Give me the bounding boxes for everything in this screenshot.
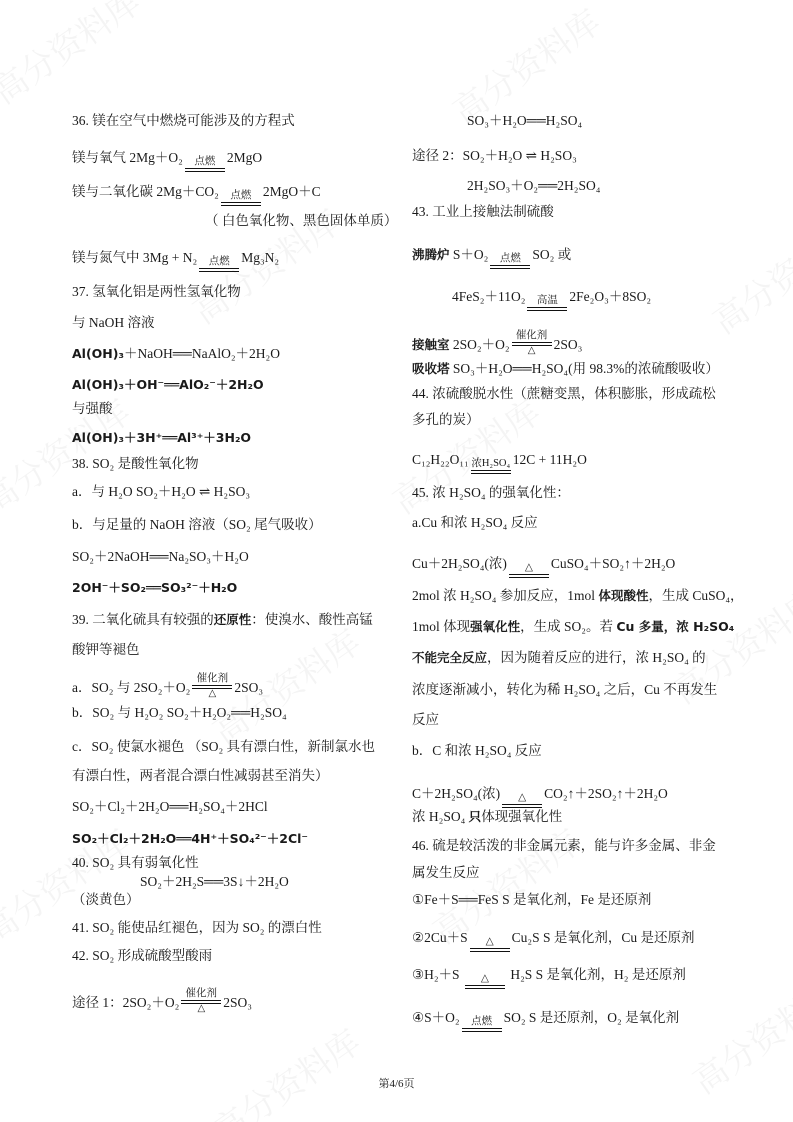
reaction-condition-arrow bbox=[502, 792, 542, 808]
left-text-line bbox=[72, 455, 199, 473]
text-segment: 45. 浓 H₂SO₄ 的强氧化性： bbox=[412, 485, 570, 500]
equals-arrow bbox=[509, 574, 549, 578]
text-segment: Cu＋2H₂SO₄(浓) bbox=[412, 556, 507, 571]
left-text-line bbox=[72, 854, 199, 872]
text-segment: SO₂＋2H₂S══3S↓＋2H₂O bbox=[140, 874, 289, 889]
text-segment: b．与足量的 NaOH 溶液（SO₂ 尾气吸收） bbox=[72, 517, 322, 532]
left-text-line bbox=[72, 611, 373, 629]
equals-arrow bbox=[471, 470, 511, 474]
text-segment: ④S＋O₂ bbox=[412, 1010, 460, 1025]
text-segment: 镁与二氧化碳 2Mg＋CO₂ bbox=[72, 184, 219, 199]
text-segment: 2mol 浓 H₂SO₄ 参加反应，1mol bbox=[412, 588, 599, 603]
text-segment: 44. 浓硫酸脱水性（蔗糖变黑，体积膨胀，形成疏松 bbox=[412, 386, 716, 401]
reaction-condition-arrow bbox=[509, 562, 549, 578]
left-text-line bbox=[72, 738, 375, 756]
left-text-line bbox=[72, 183, 321, 201]
reaction-condition-arrow bbox=[181, 988, 221, 1014]
right-text-line bbox=[412, 837, 716, 855]
right-text-line bbox=[412, 785, 668, 803]
text-segment: S＋O₂ bbox=[449, 247, 489, 262]
text-segment: b．SO₂ 与 H₂O₂ SO₂＋H₂O₂══H₂SO₄ bbox=[72, 705, 287, 720]
left-text-line bbox=[140, 873, 289, 891]
text-segment: Cu₂S S 是氧化剂，Cu 是还原剂 bbox=[511, 930, 695, 945]
text-segment: C₁₂H₂₂O₁₁ bbox=[412, 452, 469, 467]
emphasis-text: 沸腾炉 bbox=[412, 247, 450, 262]
text-segment: Mg₃N₂ bbox=[241, 250, 280, 265]
reaction-condition-arrow bbox=[527, 295, 567, 311]
reaction-condition-arrow bbox=[465, 973, 505, 989]
emphasis-text: 体现酸性 bbox=[598, 588, 649, 603]
heat-symbol: △ bbox=[208, 688, 217, 699]
text-segment: 2H₂SO₃＋O₂══2H₂SO₄ bbox=[467, 178, 601, 193]
text-segment: 属发生反应 bbox=[412, 865, 480, 880]
reaction-condition-arrow bbox=[512, 330, 552, 356]
text-segment: 与 NaOH 溶液 bbox=[72, 315, 155, 330]
text-segment: 与强酸 bbox=[72, 401, 113, 416]
left-text-line bbox=[72, 579, 237, 597]
condition-label: 催化剂 bbox=[515, 330, 548, 341]
text-segment: ②2Cu＋S bbox=[412, 930, 468, 945]
emphasis-text: Al(OH)₃＋OH⁻══AlO₂⁻＋2H₂O bbox=[72, 377, 264, 392]
left-text-line bbox=[72, 483, 250, 501]
right-text-line bbox=[412, 864, 480, 882]
left-text-line bbox=[72, 400, 113, 418]
text-segment: 42. SO₂ 形成硫酸型酸雨 bbox=[72, 948, 213, 963]
text-segment: CO₂↑＋2SO₂↑＋2H₂O bbox=[544, 786, 668, 801]
text-segment: 镁与氮气中 3Mg + N₂ bbox=[72, 250, 198, 265]
emphasis-text: 强氧化性 bbox=[470, 619, 521, 634]
text-segment: 4FeS₂＋11O₂ bbox=[452, 289, 526, 304]
emphasis-text: SO₂＋Cl₂＋2H₂O══4H⁺＋SO₄²⁻＋2Cl⁻ bbox=[72, 831, 309, 846]
text-segment: SO₂ 或 bbox=[532, 247, 572, 262]
text-segment: 37. 氢氧化铝是两性氢氧化物 bbox=[72, 284, 241, 299]
left-text-line bbox=[72, 830, 308, 848]
reaction-condition-arrow bbox=[471, 458, 511, 474]
watermark-text bbox=[201, 1016, 368, 1122]
text-segment: （ 白色氧化物、黑色固体单质） bbox=[205, 213, 398, 228]
emphasis-text: 还原性 bbox=[213, 612, 252, 627]
heat-symbol: △ bbox=[197, 1003, 206, 1014]
right-text-line bbox=[412, 681, 717, 699]
text-segment: SO₃＋H₂O══H₂SO₄ bbox=[467, 113, 583, 128]
text-segment: SO₃＋H₂O══H₂SO₄(用 98.3%的浓硫酸吸收） bbox=[449, 361, 719, 376]
text-segment: 浓 H₂SO₄ bbox=[412, 809, 469, 824]
left-text-line bbox=[72, 947, 212, 965]
reaction-condition-arrow bbox=[490, 253, 530, 269]
text-segment: 2Fe₂O₃＋8SO₂ bbox=[569, 289, 652, 304]
condition-label: 点燃 bbox=[471, 1015, 493, 1027]
right-text-line bbox=[412, 385, 716, 403]
reaction-condition-arrow bbox=[221, 190, 261, 206]
text-segment: ，因为随着反应的进行，浓 H₂SO₄ 的 bbox=[487, 650, 706, 665]
text-segment: 1mol 体现 bbox=[412, 619, 471, 634]
condition-label: 点燃 bbox=[208, 255, 230, 267]
right-text-line bbox=[412, 587, 744, 605]
text-segment: 多孔的炭） bbox=[412, 412, 480, 427]
condition-label: 点燃 bbox=[194, 155, 216, 167]
left-text-line bbox=[72, 641, 140, 659]
left-text-line bbox=[72, 891, 140, 909]
right-text-line bbox=[412, 808, 562, 826]
text-segment: 2SO₂＋O₂ bbox=[449, 337, 510, 352]
text-segment: 酸钾等褪色 bbox=[72, 642, 140, 657]
text-segment: 体现强氧化性 bbox=[481, 809, 563, 824]
text-segment: 反应 bbox=[412, 712, 439, 727]
left-text-line bbox=[72, 548, 249, 566]
text-segment: 38. SO₂ 是酸性氧化物 bbox=[72, 456, 199, 471]
text-segment: 46. 硫是较活泼的非金属元素，能与许多金属、非金 bbox=[412, 838, 716, 853]
left-text-line bbox=[72, 149, 262, 167]
text-segment: ，生成 SO₂。若 bbox=[520, 619, 617, 634]
emphasis-text: Al(OH)₃＋3H⁺══Al³⁺＋3H₂O bbox=[72, 430, 252, 445]
watermark-text bbox=[0, 0, 149, 113]
condition-label: 高温 bbox=[536, 294, 558, 306]
reaction-condition-arrow bbox=[470, 936, 510, 952]
text-segment: 途径 1：2SO₂＋O₂ bbox=[72, 995, 180, 1010]
text-segment: ③H₂＋S bbox=[412, 967, 463, 982]
text-segment: 40. SO₂ 具有弱氧化性 bbox=[72, 855, 199, 870]
right-text-line bbox=[412, 147, 577, 165]
text-segment: 2MgO＋C bbox=[262, 184, 321, 199]
emphasis-text: 只 bbox=[468, 809, 482, 824]
text-segment: SO₂＋Cl₂＋2H₂O══H₂SO₄＋2HCl bbox=[72, 799, 268, 814]
left-text-line bbox=[72, 283, 241, 301]
text-segment: 2SO₃ bbox=[234, 680, 264, 695]
equals-arrow bbox=[199, 268, 239, 272]
text-segment: 41. SO₂ 能使品红褪色，因为 SO₂ 的漂白性 bbox=[72, 920, 322, 935]
condition-label: 点燃 bbox=[230, 189, 252, 201]
text-segment: H₂S S 是氧化剂，H₂ 是还原剂 bbox=[506, 967, 686, 982]
right-text-line bbox=[412, 929, 694, 947]
condition-label: 浓H₂SO₄ bbox=[471, 457, 511, 469]
right-text-line bbox=[412, 484, 570, 502]
emphasis-text: 2OH⁻＋SO₂══SO₃²⁻＋H₂O bbox=[72, 580, 238, 595]
condition-label: △ bbox=[518, 791, 527, 803]
right-text-line bbox=[412, 451, 587, 469]
right-text-line bbox=[412, 711, 439, 729]
left-text-line bbox=[72, 516, 322, 534]
condition-label: 催化剂 bbox=[185, 988, 218, 999]
text-segment: 有漂白性，两者混合漂白性减弱甚至消失） bbox=[72, 768, 329, 783]
right-text-line bbox=[467, 177, 600, 195]
left-text-line bbox=[72, 429, 251, 447]
right-text-line bbox=[412, 203, 554, 221]
right-text-line bbox=[412, 411, 480, 429]
text-segment: c．SO₂ 使氯水褪色 （SO₂ 具有漂白性，新制氯水也 bbox=[72, 739, 376, 754]
left-text-line bbox=[72, 112, 295, 130]
text-segment: 镁与氧气 2Mg＋O₂ bbox=[72, 150, 183, 165]
left-text-line bbox=[72, 798, 268, 816]
text-segment: CuSO₄＋SO₂↑＋2H₂O bbox=[550, 556, 676, 571]
text-segment: 浓度逐渐减小，转化为稀 H₂SO₄ 之后，Cu 不再发生 bbox=[412, 682, 718, 697]
reaction-condition-arrow bbox=[462, 1016, 502, 1032]
text-segment: 39. 二氧化硫具有较强的 bbox=[72, 612, 214, 627]
reaction-condition-arrow bbox=[192, 673, 232, 699]
heat-symbol: △ bbox=[527, 345, 536, 356]
left-text-line bbox=[72, 704, 287, 722]
text-segment: 2SO₃ bbox=[223, 995, 253, 1010]
condition-label: △ bbox=[524, 561, 533, 573]
text-segment: 2MgO bbox=[226, 150, 263, 165]
right-text-line bbox=[412, 966, 686, 984]
text-segment: a．SO₂ 与 2SO₂＋O₂ bbox=[72, 680, 191, 695]
right-text-line bbox=[412, 742, 542, 760]
text-segment: ①Fe＋S══FeS S 是氧化剂，Fe 是还原剂 bbox=[412, 892, 652, 907]
right-text-line bbox=[412, 1009, 679, 1027]
reaction-condition-arrow bbox=[199, 256, 239, 272]
right-text-line bbox=[412, 891, 651, 909]
equals-arrow bbox=[462, 1028, 502, 1032]
left-text-line bbox=[72, 345, 280, 363]
right-text-line bbox=[412, 330, 582, 354]
emphasis-text: 接触室 bbox=[412, 337, 450, 352]
left-text-line bbox=[72, 314, 155, 332]
emphasis-text: Cu 多量，浓 H₂SO₄ bbox=[616, 619, 735, 634]
reaction-condition-arrow bbox=[185, 156, 225, 172]
right-text-line bbox=[412, 514, 538, 532]
left-text-line bbox=[72, 376, 264, 394]
condition-label: 点燃 bbox=[499, 252, 521, 264]
watermark-text bbox=[701, 206, 793, 344]
right-text-line bbox=[412, 618, 734, 636]
left-text-line bbox=[205, 212, 397, 230]
right-text-line bbox=[412, 555, 675, 573]
right-text-line bbox=[412, 649, 706, 667]
text-segment: a.Cu 和浓 H₂SO₄ 反应 bbox=[412, 515, 538, 530]
left-text-line bbox=[72, 988, 252, 1012]
text-segment: 2SO₃ bbox=[553, 337, 583, 352]
text-segment: ＋NaOH══NaAlO₂＋2H₂O bbox=[123, 346, 280, 361]
text-segment: 43. 工业上接触法制硫酸 bbox=[412, 204, 554, 219]
text-segment: 12C + 11H₂O bbox=[512, 452, 587, 467]
condition-label: △ bbox=[480, 972, 489, 984]
text-segment: SO₂＋2NaOH══Na₂SO₃＋H₂O bbox=[72, 549, 249, 564]
right-text-line bbox=[412, 360, 719, 378]
emphasis-text: 不能完全反应 bbox=[412, 650, 488, 665]
text-segment: SO₂ S 是还原剂，O₂ 是氧化剂 bbox=[503, 1010, 680, 1025]
equals-arrow bbox=[527, 307, 567, 311]
equals-arrow bbox=[185, 168, 225, 172]
left-text-line bbox=[72, 919, 322, 937]
equals-arrow bbox=[465, 985, 505, 989]
text-segment: C＋2H₂SO₄(浓) bbox=[412, 786, 501, 801]
emphasis-text: 吸收塔 bbox=[412, 361, 450, 376]
page-number: 第4/6页 bbox=[378, 1078, 415, 1090]
condition-label: 催化剂 bbox=[196, 673, 229, 684]
text-segment: a．与 H₂O SO₂＋H₂O ⇌ H₂SO₃ bbox=[72, 484, 251, 499]
condition-label: △ bbox=[485, 935, 494, 947]
text-segment: ：使溴水、酸性高锰 bbox=[251, 612, 373, 627]
left-text-line bbox=[72, 249, 279, 267]
left-text-line bbox=[72, 673, 263, 697]
equals-arrow bbox=[490, 265, 530, 269]
text-segment: （淡黄色） bbox=[72, 892, 140, 907]
right-text-line bbox=[412, 246, 571, 264]
text-segment: ，生成 CuSO₄， bbox=[648, 588, 744, 603]
equals-arrow bbox=[470, 948, 510, 952]
left-text-line bbox=[72, 767, 329, 785]
emphasis-text: Al(OH)₃ bbox=[72, 346, 124, 361]
text-segment: 途径 2：SO₂＋H₂O ⇌ H₂SO₃ bbox=[412, 148, 577, 163]
equals-arrow bbox=[221, 202, 261, 206]
right-text-line bbox=[452, 288, 651, 306]
text-segment: b．C 和浓 H₂SO₄ 反应 bbox=[412, 743, 542, 758]
text-segment: 36. 镁在空气中燃烧可能涉及的方程式 bbox=[72, 113, 295, 128]
right-text-line bbox=[467, 112, 582, 130]
